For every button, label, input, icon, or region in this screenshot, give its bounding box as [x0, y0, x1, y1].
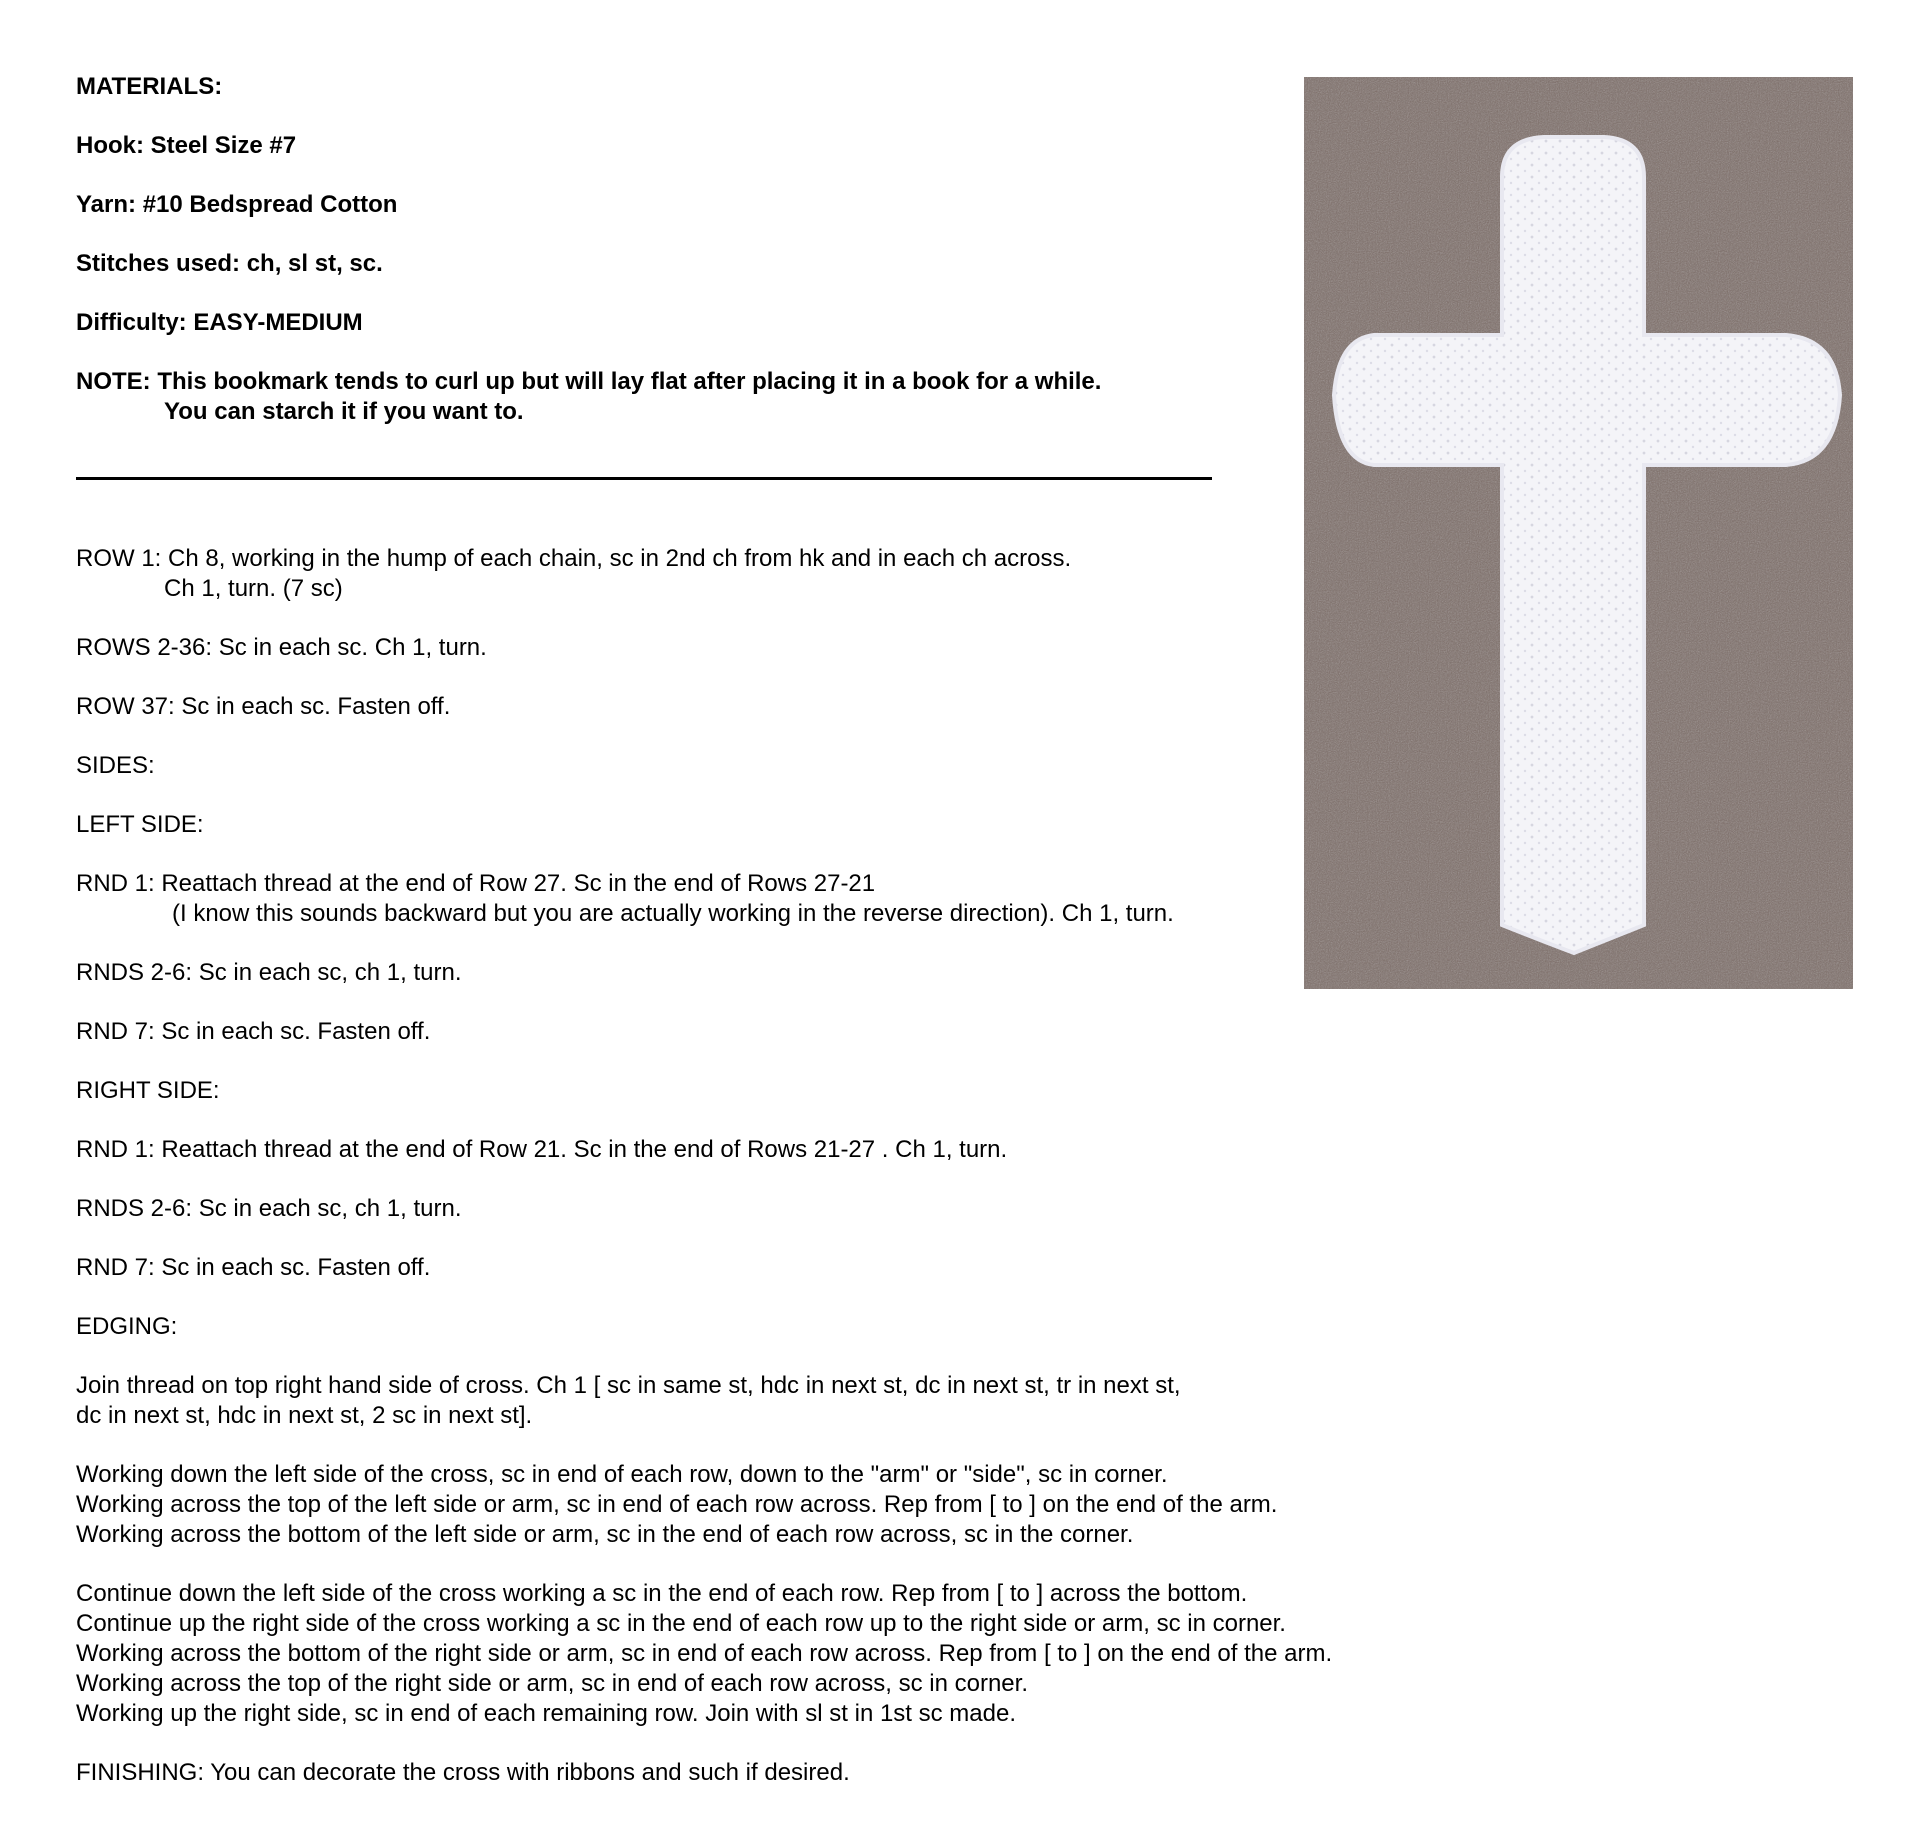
rows-2-36: ROWS 2-36: Sc in each sc. Ch 1, turn. — [76, 634, 487, 661]
edging-p3-line-1: Continue down the left side of the cross working a sc in the end of each row. Rep from [ to ] across the bottom. — [76, 1580, 1248, 1607]
left-rnd1-line-1: RND 1: Reattach thread at the end of Row 27. Sc in the end of Rows 27-21 — [76, 870, 876, 897]
left-rnd1-line-2: (I know this sounds backward but you are actually working in the reverse direction). Ch 1, turn. — [172, 900, 1174, 927]
sides-heading: SIDES: — [76, 752, 155, 779]
left-rnd-7: RND 7: Sc in each sc. Fasten off. — [76, 1018, 431, 1045]
edging-p2-line-2: Working across the top of the left side or arm, sc in end of each row across. Rep from [ to ] on the end of the arm. — [76, 1491, 1278, 1518]
edging-p3-line-2: Continue up the right side of the cross working a sc in the end of each row up to the right side or arm, sc in corner. — [76, 1610, 1286, 1637]
materials-heading: MATERIALS: — [76, 73, 223, 100]
right-rnd-7: RND 7: Sc in each sc. Fasten off. — [76, 1254, 431, 1281]
row1-line-1: ROW 1: Ch 8, working in the hump of each chain, sc in 2nd ch from hk and in each ch across. — [76, 545, 1072, 572]
horizontal-divider — [76, 477, 1212, 480]
edging-heading: EDGING: — [76, 1313, 178, 1340]
right-rnd1: RND 1: Reattach thread at the end of Row 21. Sc in the end of Rows 21-27 . Ch 1, turn. — [76, 1136, 1008, 1163]
edging-p1-line-2: dc in next st, hdc in next st, 2 sc in next st]. — [76, 1402, 533, 1429]
difficulty-line: Difficulty: EASY-MEDIUM — [76, 309, 363, 336]
right-side-heading: RIGHT SIDE: — [76, 1077, 220, 1104]
stitches-line: Stitches used: ch, sl st, sc. — [76, 250, 383, 277]
edging-p1-line-1: Join thread on top right hand side of cross. Ch 1 [ sc in same st, hdc in next st, dc in next st, tr in next st, — [76, 1372, 1181, 1399]
edging-p3-line-3: Working across the bottom of the right side or arm, sc in end of each row across. Rep from [ to ] on the end of the arm. — [76, 1640, 1333, 1667]
edging-p3-line-4: Working across the top of the right side or arm, sc in end of each row across, sc in corner. — [76, 1670, 1028, 1697]
left-rnds-2-6: RNDS 2-6: Sc in each sc, ch 1, turn. — [76, 959, 462, 986]
note-line-2: You can starch it if you want to. — [164, 398, 524, 425]
crochet-cross-photo — [1304, 77, 1853, 989]
note-line-1: NOTE: This bookmark tends to curl up but will lay flat after placing it in a book for a while. — [76, 368, 1102, 395]
row1-line-2: Ch 1, turn. (7 sc) — [164, 575, 343, 602]
edging-p2-line-1: Working down the left side of the cross, sc in end of each row, down to the "arm" or "side", sc in corner. — [76, 1461, 1168, 1488]
yarn-line: Yarn: #10 Bedspread Cotton — [76, 191, 398, 218]
edging-p2-line-3: Working across the bottom of the left side or arm, sc in the end of each row across, sc in the corner. — [76, 1521, 1134, 1548]
left-side-heading: LEFT SIDE: — [76, 811, 204, 838]
finishing-line: FINISHING: You can decorate the cross with ribbons and such if desired. — [76, 1759, 850, 1786]
right-rnds-2-6: RNDS 2-6: Sc in each sc, ch 1, turn. — [76, 1195, 462, 1222]
hook-line: Hook: Steel Size #7 — [76, 132, 297, 159]
row-37: ROW 37: Sc in each sc. Fasten off. — [76, 693, 451, 720]
edging-p3-line-5: Working up the right side, sc in end of each remaining row. Join with sl st in 1st sc made. — [76, 1700, 1017, 1727]
